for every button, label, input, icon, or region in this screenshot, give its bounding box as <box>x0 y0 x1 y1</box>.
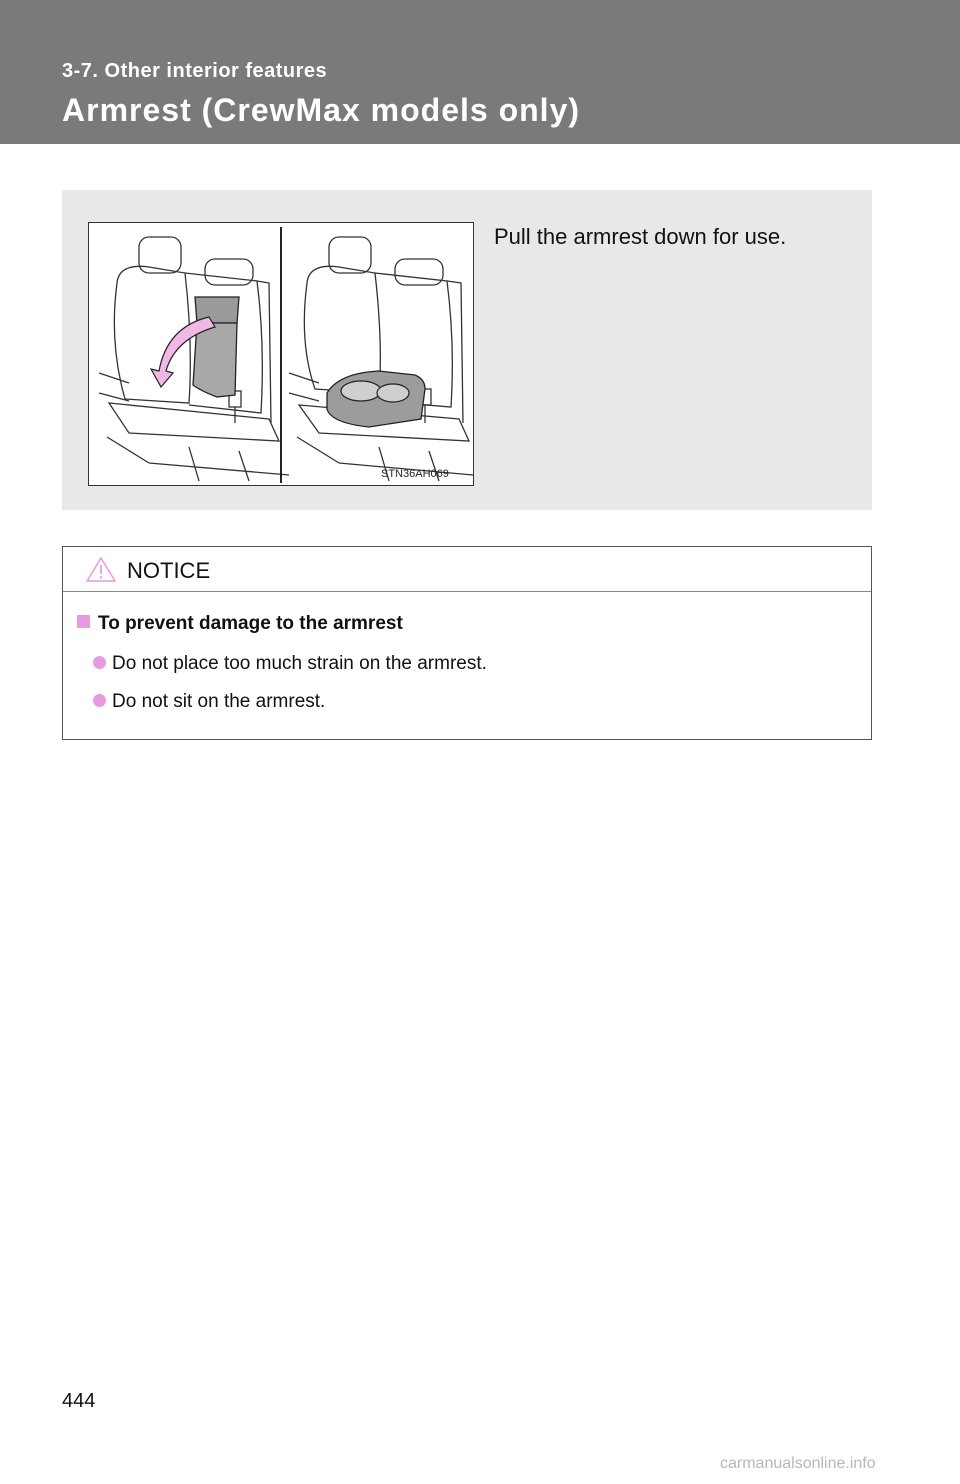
armrest-instruction: Pull the armrest down for use. <box>494 224 787 249</box>
page-title: Armrest (CrewMax models only) <box>62 92 581 128</box>
notice-box <box>62 546 872 740</box>
bullet-icon <box>93 694 106 707</box>
notice-item <box>93 691 325 713</box>
watermark: carmanualsonline.info <box>720 1455 876 1472</box>
warning-triangle-icon <box>85 555 117 583</box>
notice-subhead-text: To prevent damage to the armrest <box>98 613 403 634</box>
notice-header <box>63 547 871 592</box>
armrest-info-box <box>62 190 872 510</box>
rear-seat-illustration <box>89 223 473 485</box>
notice-subhead <box>77 613 403 635</box>
bullet-icon <box>93 656 106 669</box>
notice-title: NOTICE <box>127 558 211 583</box>
notice-item <box>93 653 487 675</box>
section-label: 3-7. Other interior features <box>62 60 328 82</box>
notice-item-text: Do not sit on the armrest. <box>112 691 326 712</box>
figure-code: STN36AH069 <box>381 468 449 480</box>
square-bullet-icon <box>77 615 90 628</box>
notice-item-text: Do not place too much strain on the armrest. <box>112 653 487 674</box>
armrest-illustration <box>88 222 474 486</box>
page-number: 444 <box>62 1390 96 1412</box>
page-header <box>0 0 960 144</box>
